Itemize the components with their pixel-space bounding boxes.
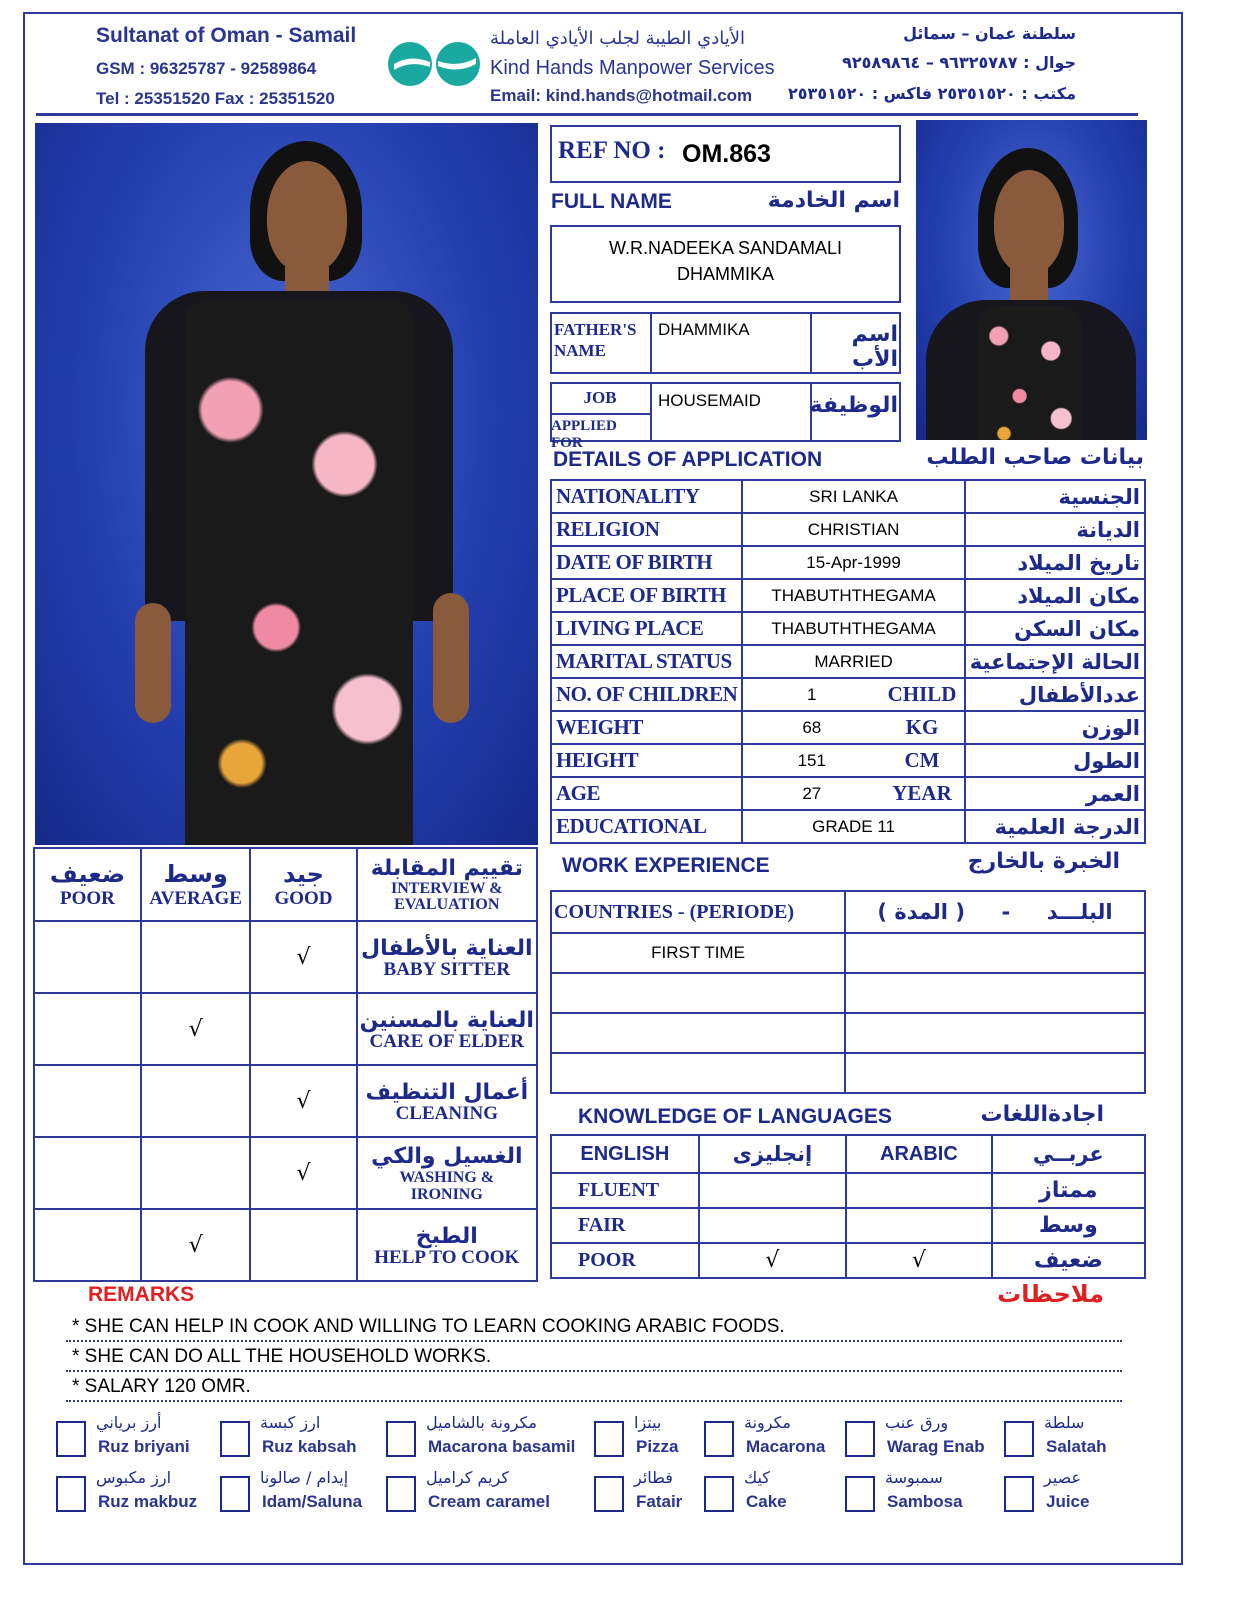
ref-number-value: OM.863 [682,140,771,168]
languages-arabic-label-ar: عربــي [992,1135,1145,1173]
full-name-label-ar: اسم الخادمة [767,188,900,213]
food-label-ar: بيتزا [634,1413,662,1432]
evaluation-header-en: AVERAGE [149,887,242,909]
food-label-en: Ruz briyani [98,1437,190,1456]
work-experience-header-row [551,891,1145,933]
evaluation-skill-cell [357,1209,537,1281]
details-row-label: LIVING PLACE [551,612,742,645]
details-row-value: THABUTHTHEGAMA [742,579,964,612]
languages-level-en: FLUENT [551,1173,699,1208]
evaluation-skill-en: BABY SITTER [383,958,511,980]
header-location-ar: سلطنة عمان – سمائل [903,24,1076,43]
evaluation-average-cell: √ [141,1209,250,1281]
evaluation-header-en: INTERVIEW & [390,880,503,897]
evaluation-skill-en: CLEANING [395,1102,498,1124]
details-row-label-ar: الحالة الإجتماعية [965,645,1145,678]
work-experience-period [845,973,1145,1013]
details-row [551,744,1145,777]
languages-english-value: √ [699,1243,846,1278]
languages-row [551,1208,1145,1243]
work-experience-country [551,973,845,1013]
evaluation-skill-cell [357,921,537,993]
work-experience-row [551,1053,1145,1093]
father-name-value: DHAMMIKA [658,320,750,339]
evaluation-row [34,1209,537,1281]
evaluation-skill-en: WASHING & [399,1168,495,1186]
remarks-line: * SHE CAN HELP IN COOK AND WILLING TO LEARN COOKING ARABIC FOODS. [72,1316,785,1337]
food-checkbox[interactable] [386,1421,416,1457]
food-checkbox[interactable] [845,1476,875,1512]
food-label-ar: فطائر [634,1468,673,1487]
job-label-1: JOB [583,388,617,407]
remarks-dotted-line [66,1400,1122,1402]
food-label-en: Macarona [746,1437,826,1456]
details-row-label: DATE OF BIRTH [551,546,742,579]
remarks-line: * SALARY 120 OMR. [72,1376,251,1397]
food-checkbox[interactable] [220,1421,250,1457]
details-row [551,711,1145,744]
job-label-divider [550,413,650,415]
header-mobile-ar: جوال : ٩٦٣٢٥٧٨٧ – ٩٢٥٨٩٨٦٤ [842,53,1076,72]
languages-arabic-value: √ [846,1243,991,1278]
languages-row [551,1173,1145,1208]
food-label-en: Ruz kabsah [262,1437,357,1456]
evaluation-poor-cell [34,1137,141,1209]
food-label-ar: سلطة [1044,1413,1085,1432]
details-row-unit: CM [880,744,965,777]
food-label-ar: ورق عنب [885,1413,949,1432]
ref-number-label: REF NO : [558,137,666,164]
food-label-ar: عصير [1044,1468,1082,1487]
languages-title: KNOWLEDGE OF LANGUAGES [578,1105,892,1128]
evaluation-good-cell: √ [250,1065,356,1137]
evaluation-skill-en: HELP TO COOK [374,1246,520,1268]
details-row [551,810,1145,843]
evaluation-header-ar: تقييم المقابلة [370,856,523,881]
languages-level-ar: ضعيف [992,1243,1145,1278]
evaluation-skill-ar: العناية بالمسنين [359,1007,534,1033]
work-experience-country: FIRST TIME [551,933,845,973]
work-experience-table [550,890,1146,1094]
food-checkbox[interactable] [1004,1421,1034,1457]
details-row-label-ar: الطول [965,744,1145,777]
details-row-label: PLACE OF BIRTH [551,579,742,612]
food-label-ar: كريم كراميل [426,1468,510,1487]
evaluation-skill-cell [357,993,537,1065]
job-value: HOUSEMAID [658,391,761,410]
header-gsm: GSM : 96325787 - 92589864 [96,59,317,78]
remarks-label-ar: ملاحظات [997,1280,1104,1308]
food-label-ar: مكرونة بالشاميل [426,1413,537,1432]
languages-title-ar: اجادةاللغات [980,1102,1104,1127]
remarks-label: REMARKS [88,1283,195,1306]
details-row-label: HEIGHT [551,744,742,777]
evaluation-average-cell [141,921,250,993]
evaluation-average-cell: √ [141,993,250,1065]
details-title: DETAILS OF APPLICATION [553,448,823,471]
work-experience-title: WORK EXPERIENCE [562,854,770,877]
details-row-label-ar: تاريخ الميلاد [965,546,1145,579]
food-label-en: Cake [746,1492,787,1511]
details-row-label: AGE [551,777,742,810]
details-row [551,546,1145,579]
work-experience-period [845,933,1145,973]
food-label-en: Salatah [1046,1437,1107,1456]
food-label-ar: ارز مكبوس [96,1468,172,1487]
food-checkbox[interactable] [845,1421,875,1457]
remarks-dotted-line [66,1340,1122,1342]
food-checkbox[interactable] [594,1476,624,1512]
details-row-label-ar: الديانة [965,513,1145,546]
work-experience-country [551,1013,845,1053]
evaluation-skill-en-2: IRONING [410,1185,483,1203]
food-label-ar: ارز كبسة [260,1413,321,1432]
food-checkbox[interactable] [704,1476,734,1512]
company-name-en: Kind Hands Manpower Services [490,57,775,79]
food-label-en: Fatair [636,1492,683,1511]
evaluation-header-ar: وسط [163,859,228,888]
food-checkbox[interactable] [56,1476,86,1512]
evaluation-average-cell [141,1137,250,1209]
food-label-en: Ruz makbuz [98,1492,198,1511]
food-label-ar: إيدام / صالونا [260,1468,349,1487]
work-experience-country [551,1053,845,1093]
remarks-line: * SHE CAN DO ALL THE HOUSEHOLD WORKS. [72,1346,492,1367]
details-row-label-ar: الدرجة العلمية [965,810,1145,843]
details-row-label: MARITAL STATUS [551,645,742,678]
details-row-label-ar: الوزن [965,711,1145,744]
languages-arabic-label: ARABIC [846,1135,991,1173]
work-experience-row [551,1013,1145,1053]
languages-level-en: POOR [551,1243,699,1278]
languages-english-label-ar: إنجليزى [699,1135,846,1173]
details-row-label: RELIGION [551,513,742,546]
food-label-ar: سمبوسة [885,1468,943,1487]
evaluation-skill-ar: العناية بالأطفال [361,935,533,961]
full-name-value-line1: W.R.NADEEKA SANDAMALI [608,238,843,258]
languages-row [551,1243,1145,1278]
remarks-dotted-line [66,1370,1122,1372]
evaluation-header-en: GOOD [274,887,333,909]
evaluation-skill-ar: الطبخ [415,1223,478,1249]
evaluation-header-cell [34,848,141,921]
evaluation-skill-en: CARE OF ELDER [369,1030,525,1052]
details-row-value: 151 [742,744,880,777]
food-label-ar: مكرونة [744,1413,791,1432]
details-row-value: CHRISTIAN [742,513,964,546]
evaluation-good-cell [250,993,356,1065]
details-title-ar: بيانات صاحب الطلب [926,445,1144,470]
work-experience-period [845,1013,1145,1053]
details-row [551,513,1145,546]
details-row-label-ar: الجنسية [965,480,1145,513]
details-row-label: EDUCATIONAL [551,810,742,843]
evaluation-good-cell: √ [250,921,356,993]
details-row-value: THABUTHTHEGAMA [742,612,964,645]
evaluation-poor-cell [34,1065,141,1137]
details-row-label: WEIGHT [551,711,742,744]
food-label-en: Cream caramel [428,1492,550,1511]
evaluation-skill-cell [357,1137,537,1209]
applicant-portrait-photo [916,120,1147,440]
food-label-en: Macarona basamil [428,1437,576,1456]
evaluation-header-en: POOR [60,887,115,909]
evaluation-row [34,1065,537,1137]
food-label-en: Juice [1046,1492,1090,1511]
header-divider [36,113,1138,116]
header-email: Email: kind.hands@hotmail.com [490,86,753,105]
details-row-value: 68 [742,711,880,744]
details-row [551,678,1145,711]
evaluation-table [33,847,538,1282]
applicant-full-photo [35,123,538,845]
header-location: Sultanat of Oman - Samail [96,24,357,47]
details-row-value: SRI LANKA [742,480,964,513]
food-checkbox[interactable] [594,1421,624,1457]
evaluation-poor-cell [34,921,141,993]
evaluation-skill-ar: أعمال التنظيف [365,1079,529,1105]
details-row-unit: KG [880,711,965,744]
food-checkbox[interactable] [386,1476,416,1512]
details-row-label-ar: مكان الميلاد [965,579,1145,612]
company-name-ar: الأيادي الطيبة لجلب الأيادي العاملة [490,28,746,49]
header-office-ar: مكتب : ٢٥٣٥١٥٢٠ فاكس : ٢٥٣٥١٥٢٠ [788,84,1076,103]
details-row-value: MARRIED [742,645,964,678]
food-checkbox[interactable] [56,1421,86,1457]
full-name-label: FULL NAME [551,190,672,213]
evaluation-header-cell [250,848,356,921]
languages-english-value [699,1173,846,1208]
details-row [551,579,1145,612]
job-label-ar: الوظيفة [809,393,898,418]
food-label-en: Pizza [636,1437,679,1456]
details-row-label: NO. OF CHILDREN [551,678,742,711]
evaluation-header-ar: جيد [282,859,324,888]
details-row-label-ar: العمر [965,777,1145,810]
food-label-en: Sambosa [887,1492,963,1511]
languages-table [550,1134,1146,1279]
languages-english-label: ENGLISH [551,1135,699,1173]
work-experience-col-ar: البلـــد - ( المدة ) [845,891,1145,933]
details-row-value: 15-Apr-1999 [742,546,964,579]
food-label-ar: كيك [744,1468,770,1487]
languages-arabic-value [846,1173,991,1208]
details-row-value: GRADE 11 [742,810,964,843]
evaluation-row [34,1137,537,1209]
details-row [551,480,1145,513]
evaluation-header-row [34,848,537,921]
work-experience-row [551,933,1145,973]
evaluation-header-cell [357,848,537,921]
languages-level-en: FAIR [551,1208,699,1243]
evaluation-header-ar: ضعيف [49,859,126,888]
evaluation-good-cell: √ [250,1137,356,1209]
full-name-value-line2: DHAMMIKA [676,264,774,284]
evaluation-poor-cell [34,993,141,1065]
evaluation-row [34,993,537,1065]
evaluation-header-cell [141,848,250,921]
food-label-ar: أرز برياني [96,1413,162,1432]
father-label-1: FATHER'S [554,320,637,339]
details-row-value: 1 [742,678,880,711]
evaluation-average-cell [141,1065,250,1137]
details-row-unit: YEAR [880,777,965,810]
work-experience-period [845,1053,1145,1093]
food-label-en: Idam/Saluna [262,1492,363,1511]
evaluation-row [34,921,537,993]
languages-english-value [699,1208,846,1243]
food-checkbox[interactable] [1004,1476,1034,1512]
father-divider-1 [650,312,652,374]
details-row-value: 27 [742,777,880,810]
details-row [551,777,1145,810]
evaluation-header-en: EVALUATION [394,896,500,913]
evaluation-poor-cell [34,1209,141,1281]
details-row [551,612,1145,645]
details-row [551,645,1145,678]
father-label-ar: اسم الأب [851,322,898,372]
work-experience-col-countries: COUNTRIES - (PERIODE) [551,891,845,933]
details-table [550,479,1146,844]
food-label-en: Warag Enab [887,1437,985,1456]
languages-header-row [551,1135,1145,1173]
food-checkbox[interactable] [704,1421,734,1457]
food-checkbox[interactable] [220,1476,250,1512]
evaluation-skill-cell [357,1065,537,1137]
work-experience-row [551,973,1145,1013]
details-row-label-ar: مكان السكن [965,612,1145,645]
job-label-2: APPLIED FOR [551,418,617,451]
details-row-label-ar: عددالأطفال [965,678,1145,711]
work-experience-title-ar: الخبرة بالخارج [967,849,1120,874]
languages-level-ar: وسط [992,1208,1145,1243]
languages-arabic-value [846,1208,991,1243]
languages-level-ar: ممتاز [992,1173,1145,1208]
header-tel: Tel : 25351520 Fax : 25351520 [96,89,335,108]
details-row-unit: CHILD [880,678,965,711]
details-row-label: NATIONALITY [551,480,742,513]
company-logo [386,40,484,88]
father-label-2: NAME [554,341,606,360]
evaluation-good-cell [250,1209,356,1281]
evaluation-skill-ar: الغسيل والكي [371,1143,523,1169]
